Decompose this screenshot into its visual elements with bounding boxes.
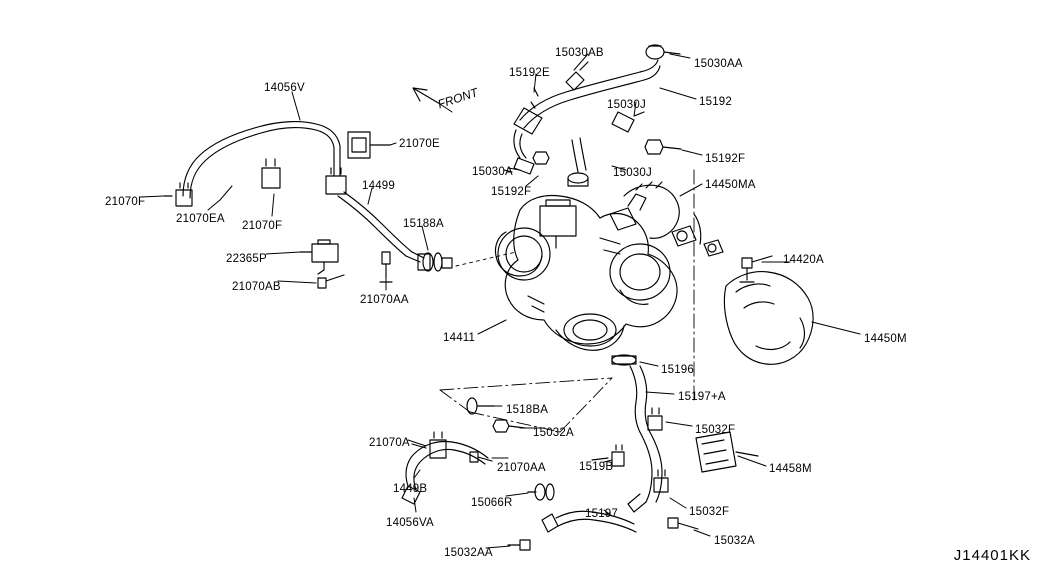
part-label-15030J-2: 15030J: [613, 167, 652, 179]
part-label-15032A-1: 15032A: [533, 427, 574, 439]
part-label-22365P: 22365P: [226, 253, 267, 265]
part-label-21070EA: 21070EA: [176, 213, 225, 225]
part-label-15188A: 15188A: [403, 218, 444, 230]
part-label-14411: 14411: [443, 332, 476, 344]
part-label-14450MA: 14450MA: [705, 179, 756, 191]
part-label-15032F-2: 15032F: [689, 506, 730, 518]
part-label-15197A: 15197+A: [678, 391, 726, 403]
part-label-14056V: 14056V: [264, 82, 305, 94]
part-label-15196: 15196: [661, 364, 694, 376]
part-label-15030AB: 15030AB: [555, 47, 604, 59]
part-label-15066R: 15066R: [471, 497, 513, 509]
part-label-14450M: 14450M: [864, 333, 907, 345]
part-label-15032F-1: 15032F: [695, 424, 736, 436]
part-label-15030A: 15030A: [472, 166, 513, 178]
front-direction-label: FRONT: [436, 85, 480, 112]
part-label-15192F-1: 15192F: [705, 153, 746, 165]
part-label-14420A: 14420A: [783, 254, 824, 266]
part-label-21070AB: 21070AB: [232, 281, 281, 293]
part-label-14499: 14499: [362, 180, 395, 192]
part-label-15032AA: 15032AA: [444, 547, 493, 559]
part-label-21070F-2: 21070F: [242, 220, 283, 232]
figure-id: J14401KK: [953, 547, 1031, 564]
part-label-15192: 15192: [699, 96, 732, 108]
part-label-21070AA-1: 21070AA: [360, 294, 409, 306]
part-label-15032A-2: 15032A: [714, 535, 755, 547]
part-label-15030AA: 15030AA: [694, 58, 743, 70]
part-label-1449B: 1449B: [393, 483, 428, 495]
part-label-21070AA-2: 21070AA: [497, 462, 546, 474]
part-label-15192F-2: 15192F: [491, 186, 532, 198]
part-label-15197: 15197: [585, 508, 618, 520]
part-label-21070A: 21070A: [369, 437, 410, 449]
part-label-21070F-1: 21070F: [105, 196, 146, 208]
part-label-1518BA: 1518BA: [506, 404, 549, 416]
part-label-1519B: 1519B: [579, 461, 614, 473]
part-label-14458M: 14458M: [769, 463, 812, 475]
part-label-14056VA: 14056VA: [386, 517, 434, 529]
part-label-21070E: 21070E: [399, 138, 440, 150]
part-label-15192E: 15192E: [509, 67, 550, 79]
part-label-15030J-1: 15030J: [607, 99, 646, 111]
